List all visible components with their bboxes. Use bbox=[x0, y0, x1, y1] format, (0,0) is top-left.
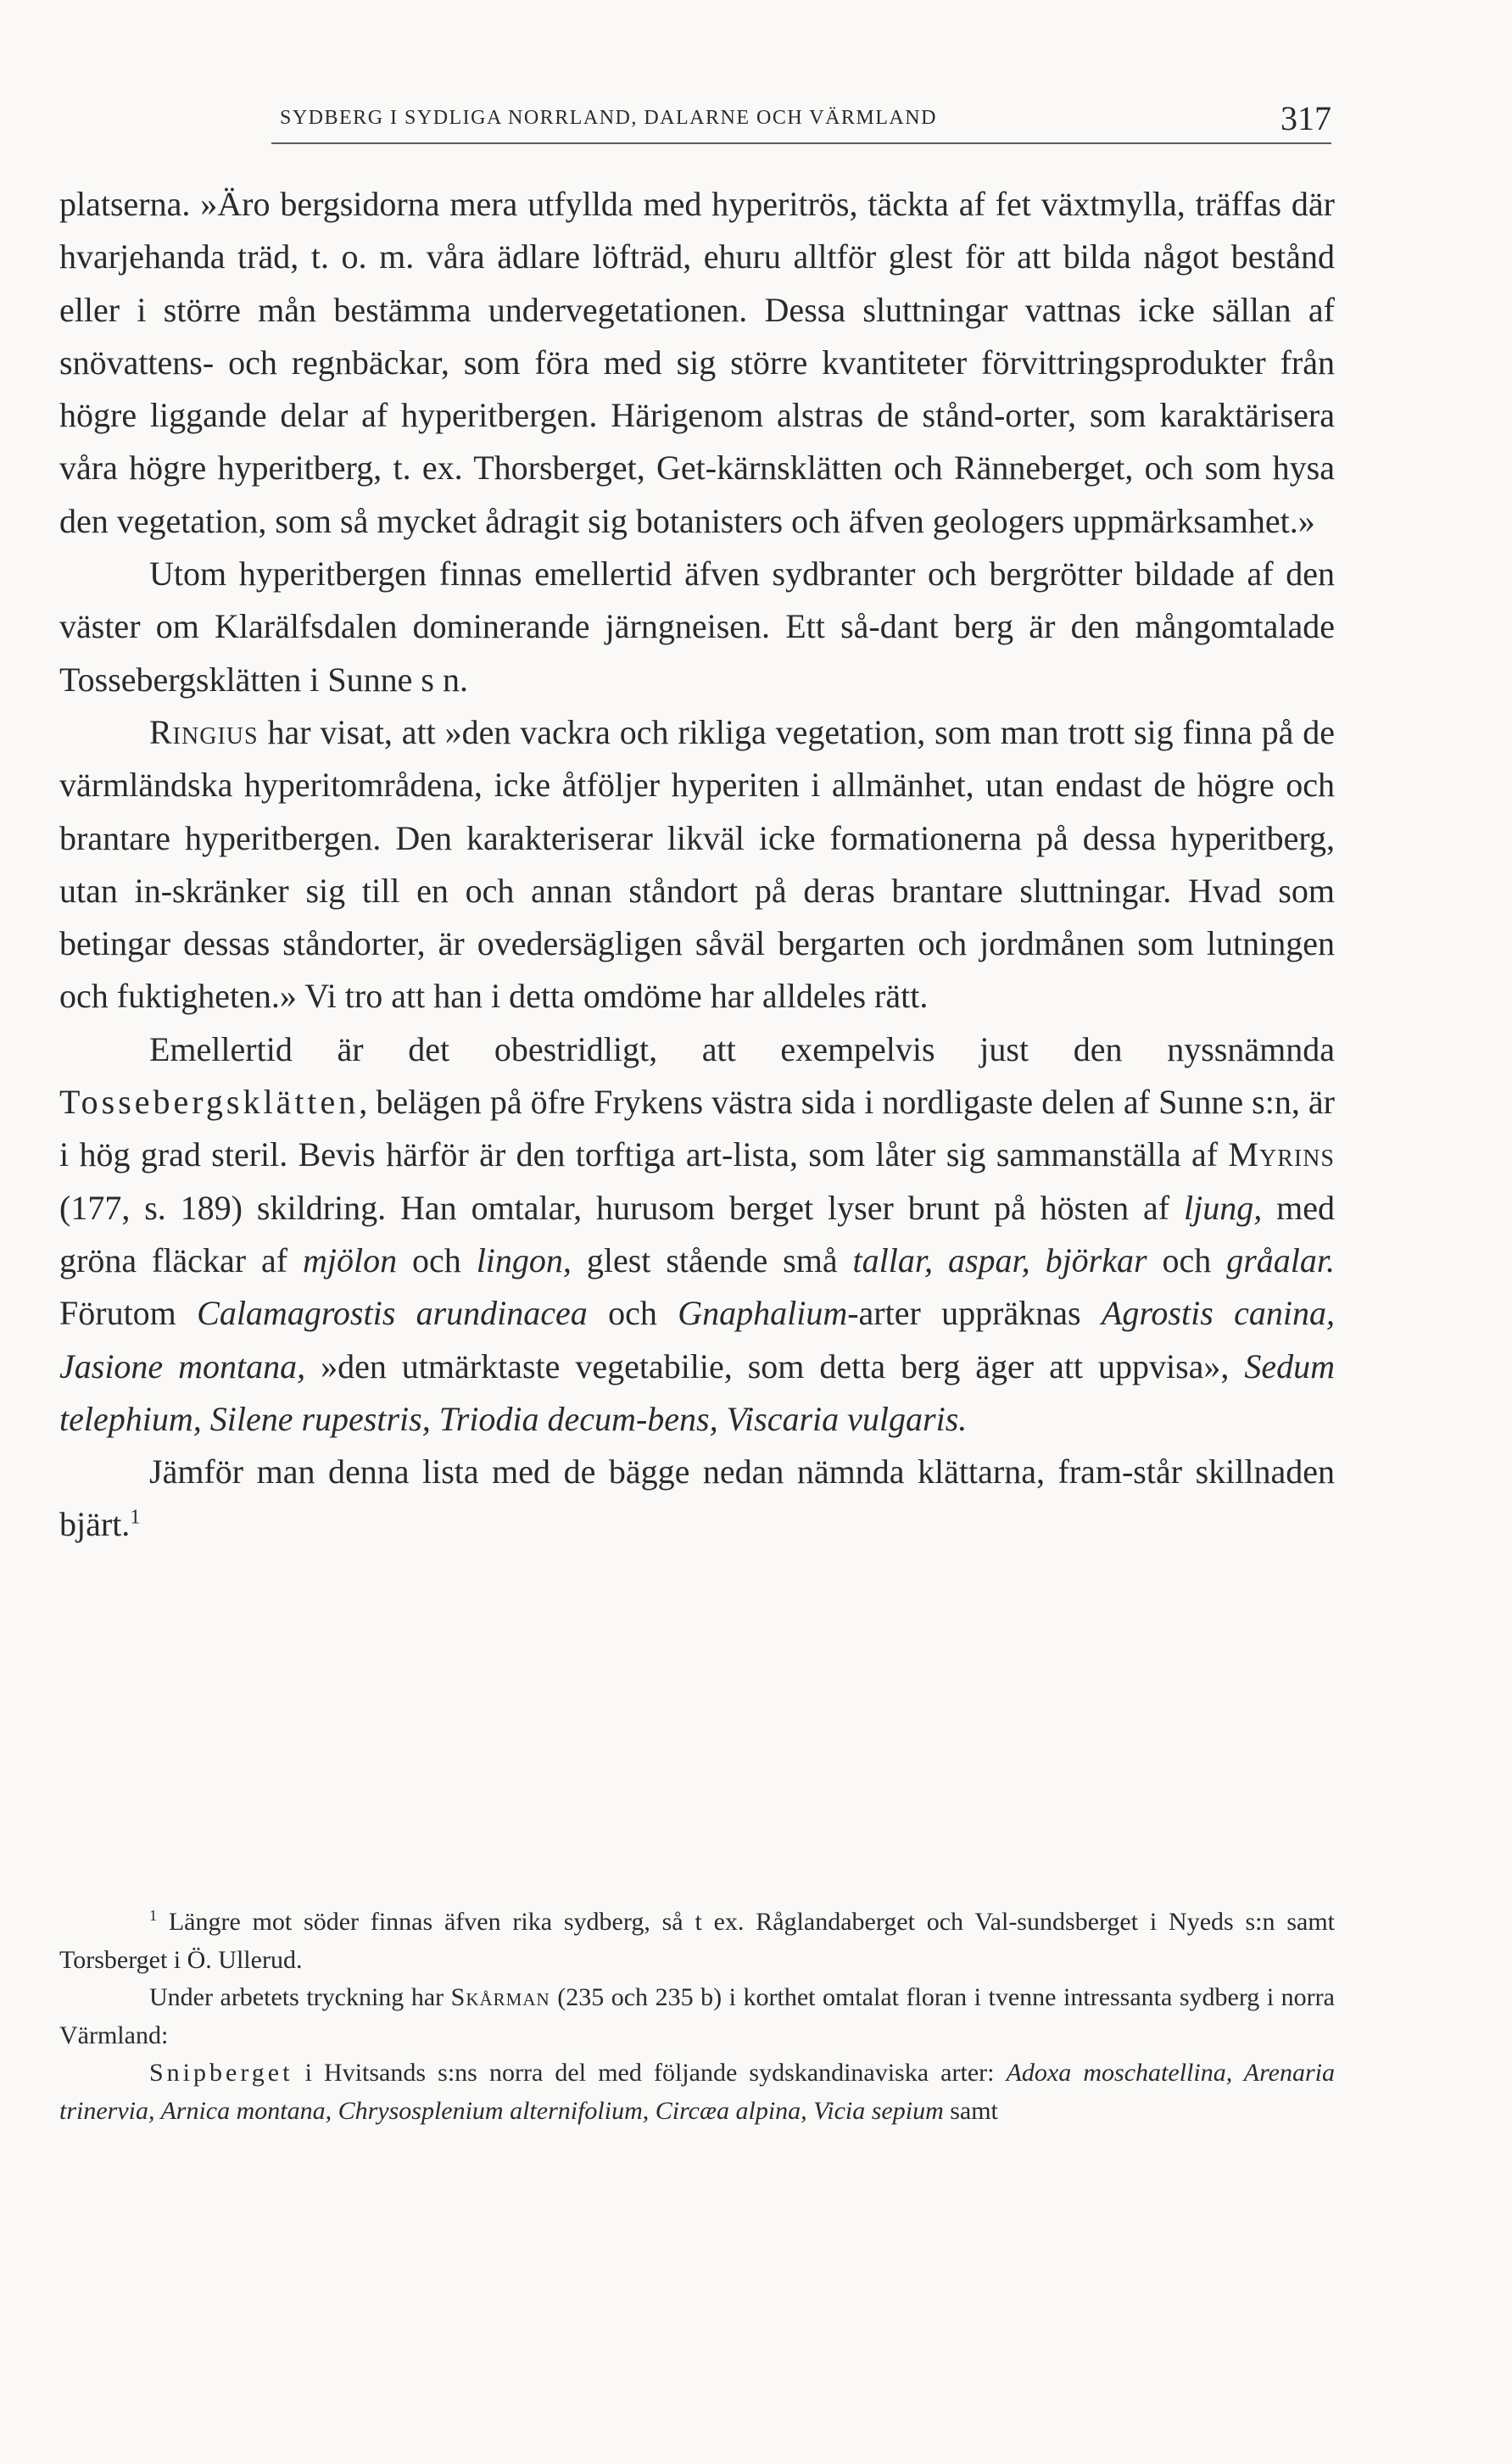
species-ljung: ljung, bbox=[1184, 1188, 1263, 1227]
p4-text-8: Förutom bbox=[59, 1294, 198, 1333]
page-number: 317 bbox=[1280, 99, 1331, 137]
paragraph-5 bbox=[59, 1446, 1335, 1552]
footnote-ref-1: 1 bbox=[130, 1507, 141, 1530]
header-rule bbox=[271, 142, 1331, 144]
author-name-myrins: Myrins bbox=[1228, 1135, 1335, 1174]
species-calamagrostis: Calamagrostis arundinacea bbox=[197, 1294, 588, 1333]
paragraph-2: Utom hyperitbergen finnas emellertid äfven sydbranter och bergrötter bildade af den väster om Klarälfsdalen dominerande järngneisen. Ett så-dant berg är den mångomtalade Tossebergsklätten i Sunne s n. bbox=[59, 555, 1335, 699]
p4-text-4: med gröna fläckar af bbox=[59, 1188, 1335, 1279]
footnote-2-text-a: Under arbetets tryckning har bbox=[149, 1983, 451, 2011]
species-trees: tallar, aspar, björkar bbox=[852, 1240, 1147, 1279]
running-title: SYDBERG I SYDLIGA NORRLAND, DALARNE OCH VÄRMLAND bbox=[280, 107, 937, 129]
place-name-snipberget: Snipberget bbox=[149, 2059, 293, 2087]
p4-text-2: , belägen på öfre Frykens västra sida i nordligaste delen af Sunne s:n, är i hög grad steril. Bevis härför är den torftiga art-lista, som låter sig sammanställa af bbox=[59, 1083, 1335, 1174]
footnote-mark-1: 1 bbox=[149, 1907, 157, 1924]
p4-text-3: (177, s. 189) skildring. Han omtalar, hurusom berget lyser brunt på hösten af bbox=[59, 1188, 1184, 1227]
author-name-skarman: Skårman bbox=[450, 1983, 550, 2011]
footnotes bbox=[59, 1904, 1335, 2130]
paragraph-3 bbox=[59, 706, 1335, 1023]
main-text bbox=[59, 178, 1335, 1552]
species-lingon: lingon, bbox=[476, 1240, 572, 1279]
footnote-1 bbox=[59, 1904, 1335, 1979]
species-mjolon: mjölon bbox=[302, 1240, 398, 1279]
footnote-1-text: Längre mot söder finnas äfven rika sydberg, så t ex. Råglandaberget och Val-sundsberget i Nyeds s:n samt Torsberget i Ö. Ullerud. bbox=[59, 1908, 1335, 1974]
footnote-3-species: Adoxa moschatellina, Arenaria trinervia, Arnica montana, Chrysosplenium alternifolium, Circæa alpina, Vicia sepium bbox=[59, 2059, 1335, 2125]
species-sedum-list: Sedum telephium, Silene rupestris, Triodia decum-bens, Viscaria vulgaris. bbox=[59, 1346, 1336, 1438]
footnote-2 bbox=[59, 1979, 1335, 2054]
species-gnaphalium: Gnaphalium bbox=[678, 1294, 848, 1333]
paragraph-5-text: Jämför man denna lista med de bägge nedan nämnda klättarna, fram-står skillnaden bjärt. bbox=[59, 1452, 1335, 1544]
p4-text-7: och bbox=[1147, 1240, 1227, 1279]
species-agrostis-jasione: Agrostis canina, Jasione montana, bbox=[59, 1294, 1335, 1385]
footnote-3 bbox=[59, 2054, 1335, 2130]
p4-text-11: »den utmärktaste vegetabilie, som detta berg äger att uppvisa», bbox=[305, 1346, 1245, 1385]
p4-text-1: Emellertid är det obestridligt, att exempelvis just den nyssnämnda bbox=[149, 1029, 1335, 1068]
p4-text-6: glest stående små bbox=[571, 1240, 853, 1279]
footnote-2-text-b: (235 och 235 b) i korthet omtalat floran i tvenne intressanta sydberg i norra Värmland: bbox=[59, 1983, 1335, 2049]
paragraph-3-text: har visat, att »den vackra och rikliga vegetation, som man trott sig finna på de värmländska hyperitområdena, icke åtföljer hyperiten i allmänhet, utan endast de högre och brantare hyperitbergen. Den karakteriserar likväl icke formationerna på dessa hyperitberg, utan in-skränker sig till en och annan ståndort på deras brantare sluttningar. Hvad som betingar dessas ståndorter, är ovedersägligen såväl bergarten och jordmånen som lutningen och fuktigheten.» Vi tro att han i detta omdöme har alldeles rätt. bbox=[59, 712, 1335, 1016]
place-name-tossebergsklatten: Tossebergsklätten bbox=[59, 1083, 360, 1122]
page-header bbox=[59, 97, 1331, 148]
footnote-3-text-b: samt bbox=[943, 2096, 998, 2125]
p4-text-10: -arter uppräknas bbox=[847, 1294, 1102, 1333]
paragraph-1: platserna. »Äro bergsidorna mera utfyllda med hyperitrös, täckta af fet växtmylla, träffas där hvarjehanda träd, t. o. m. våra ädlare löfträd, ehuru alltför glest för att bilda något bestånd eller i större mån bestämma undervegetationen. Dessa sluttningar vattnas icke sällan af snövattens- och regnbäckar, som föra med sig större kvantiteter förvittringsprodukter från högre liggande delar af hyperitbergen. Härigenom alstras de stånd-orter, som karaktärisera våra högre hyperitberg, t. ex. Thorsberget, Get-kärnsklätten och Ränneberget, och som hysa den vegetation, som så mycket ådragit sig botanisters och äfven geologers uppmärksamhet.» bbox=[59, 185, 1335, 540]
p4-text-5: och bbox=[397, 1240, 477, 1279]
p4-text-9: och bbox=[587, 1294, 678, 1333]
paragraph-4 bbox=[59, 1023, 1335, 1446]
author-name-ringius: Ringius bbox=[149, 712, 259, 751]
footnote-3-text-a: i Hvitsands s:ns norra del med följande sydskandinaviska arter: bbox=[293, 2059, 1007, 2087]
species-graalar: gråalar. bbox=[1226, 1240, 1335, 1279]
